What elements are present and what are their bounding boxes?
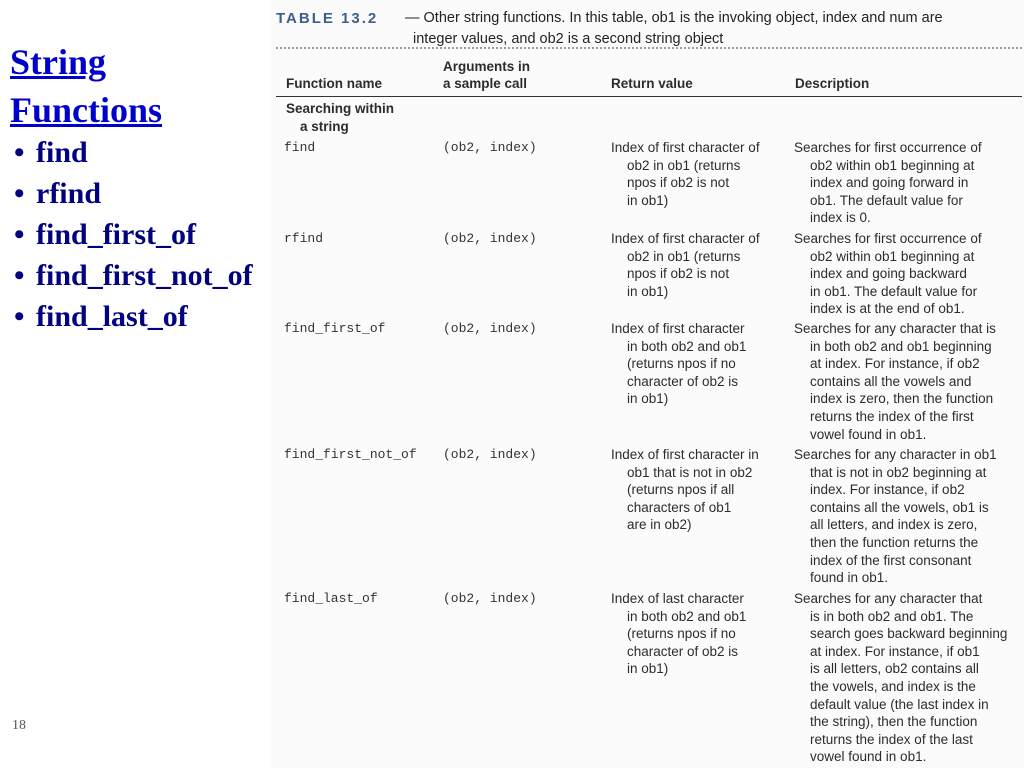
function-name-cell: find_first_of [284,321,386,336]
group-label [286,100,416,136]
description-cell-line: vowel found in ob1. [810,749,927,765]
description-cell-line: the string), then the function [810,714,978,730]
table-header [270,58,1024,96]
header-arguments-line-1: Arguments in [443,59,531,74]
function-name-cell: find_first_not_of [284,447,417,462]
description-cell-line: index. For instance, if ob2 [810,482,965,498]
bullet-item: • find [14,132,253,173]
header-description: Description [795,76,870,91]
return-value-cell-line: Index of first character of [611,140,760,155]
return-value-cell-line: Index of first character in [611,447,759,462]
description-cell-line: in both ob2 and ob1 beginning [810,338,992,354]
return-value-cell-line: ob2 in ob1 (returns [627,157,741,173]
return-value-cell-line: in ob1) [627,192,669,208]
description-cell-line: Searches for first occurrence of [794,231,982,246]
bullet-item: • find_last_of [14,296,253,337]
return-value-cell-line: npos if ob2 is not [627,266,730,282]
description-cell-line: is in both ob2 and ob1. The [810,608,974,624]
group-label-line-1: Searching within [286,101,395,116]
description-cell [794,446,1022,587]
table-label: TABLE 13.2 [276,10,379,27]
description-cell-line: vowel found in ob1. [810,426,927,442]
description-cell [794,590,1022,766]
description-cell [794,230,1022,318]
description-cell-line: then the function returns the [810,534,979,550]
description-cell-line: index of the first consonant [810,552,972,568]
return-value-cell-line: in both ob2 and ob1 [627,608,747,624]
arguments-cell: (ob2, index) [443,321,537,336]
header-arguments-line-2: a sample call [443,76,528,91]
caption-divider [276,47,1022,49]
return-value-cell-line: in ob1) [627,661,669,677]
return-value-cell-line: in ob1) [627,391,669,407]
return-value-cell-line: in ob1) [627,283,669,299]
bullet-item: • rfind [14,173,253,214]
return-value-cell-line: ob1 that is not in ob2 [627,464,753,480]
description-cell-line: Searches for any character that [794,591,983,606]
header-divider [276,96,1022,97]
return-value-cell-line: (returns npos if all [627,482,735,498]
return-value-cell-line: (returns npos if no [627,356,736,372]
description-cell-line: ob2 within ob1 beginning at [810,248,975,264]
description-cell-line: all letters, and index is zero, [810,517,978,533]
return-value-cell-line: (returns npos if no [627,626,736,642]
slide-title-line-2: Functions [10,90,163,130]
caption-line-2: integer values, and ob2 is a second string object [413,31,724,47]
description-cell-line: Searches for first occurrence of [794,140,982,155]
description-cell-line: is all letters, ob2 contains all [810,661,979,677]
header-arguments [443,58,530,92]
description-cell-line: that is not in ob2 beginning at [810,464,987,480]
description-cell [794,139,1022,227]
return-value-cell-line: npos if ob2 is not [627,175,730,191]
header-function-name: Function name [286,76,383,91]
description-cell-line: found in ob1. [810,570,889,586]
return-value-cell-line: Index of first character [611,321,745,336]
return-value-cell-line: Index of last character [611,591,744,606]
description-cell-line: Searches for any character in ob1 [794,447,997,462]
description-cell-line: returns the index of the last [810,731,973,747]
function-name-cell: rfind [284,231,324,246]
description-cell-line: contains all the vowels and [810,373,972,389]
bullet-item: • find_first_of [14,214,253,255]
return-value-cell [611,139,776,209]
slide-title-line-1: String [10,42,107,82]
description-cell-line: index is 0. [810,210,871,226]
bullet-item: • find_first_not_of [14,255,253,296]
description-cell-line: default value (the last index in [810,696,989,712]
caption-line-1: — Other string functions. In this table, ob1 is the invoking object, index and num are [405,10,943,26]
arguments-cell: (ob2, index) [443,591,537,606]
return-value-cell-line: character of ob2 is [627,373,739,389]
function-name-cell: find [284,140,316,155]
return-value-cell-line: Index of first character of [611,231,760,246]
description-cell-line: search goes backward beginning [810,626,1008,642]
group-label-line-2: a string [300,119,349,134]
return-value-cell [611,320,776,408]
return-value-cell-line: in both ob2 and ob1 [627,338,747,354]
description-cell-line: ob2 within ob1 beginning at [810,157,975,173]
description-cell-line: the vowels, and index is the [810,678,976,694]
return-value-cell [611,230,776,300]
description-cell-line: in ob1. The default value for [810,283,978,299]
return-value-cell-line: character of ob2 is [627,643,739,659]
description-cell-line: ob1. The default value for [810,192,963,208]
description-cell-line: at index. For instance, if ob1 [810,643,980,659]
arguments-cell: (ob2, index) [443,140,537,155]
function-name-cell: find_last_of [284,591,378,606]
description-cell-line: index and going forward in [810,175,969,191]
description-cell-line: contains all the vowels, ob1 is [810,499,989,515]
slide-number: 18 [12,718,26,733]
return-value-cell [611,590,776,678]
return-value-cell [611,446,776,534]
return-value-cell-line: characters of ob1 [627,499,732,515]
description-cell-line: Searches for any character that is [794,321,996,336]
return-value-cell-line: ob2 in ob1 (returns [627,248,741,264]
description-cell-line: index is at the end of ob1. [810,301,965,317]
arguments-cell: (ob2, index) [443,231,537,246]
description-cell-line: at index. For instance, if ob2 [810,356,980,372]
description-cell-line: index and going backward [810,266,967,282]
return-value-cell-line: are in ob2) [627,517,692,533]
description-cell-line: returns the index of the first [810,408,974,424]
slide-title [10,38,162,134]
description-cell-line: index is zero, then the function [810,391,994,407]
description-cell [794,320,1022,443]
header-return-value: Return value [611,76,693,91]
function-bullet-list [14,132,253,337]
scanned-table-image [270,0,1024,768]
arguments-cell: (ob2, index) [443,447,537,462]
